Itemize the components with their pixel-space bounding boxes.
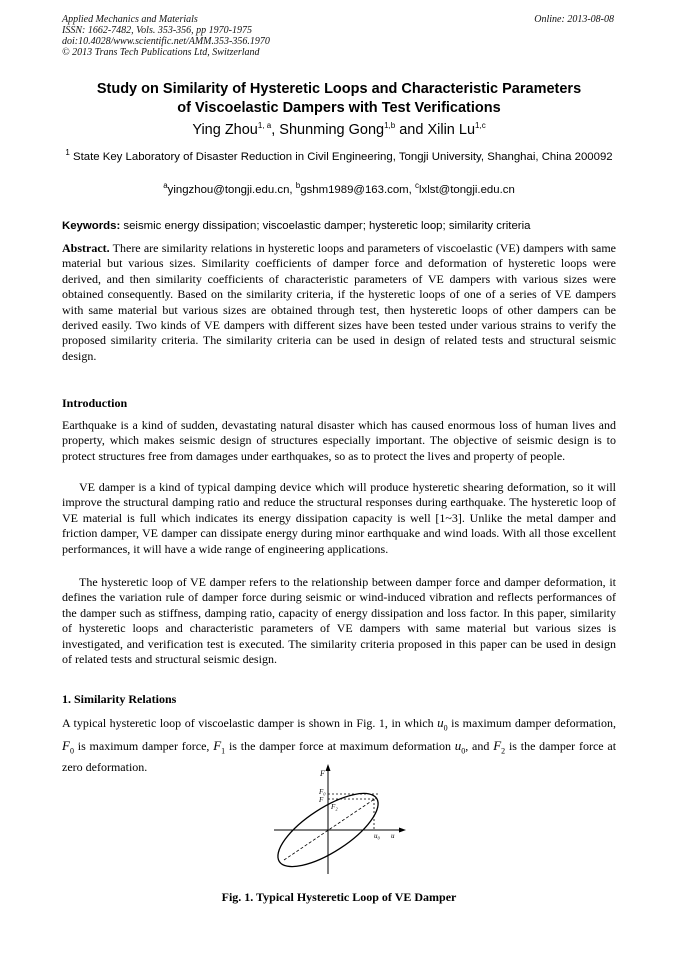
- s1-text: A typical hysteretic loop of viscoelastic damper is shown in Fig. 1, in which: [62, 716, 434, 730]
- symbol-F1: $F_1$: [213, 737, 226, 756]
- email-b[interactable]: gshm1989@163.com: [300, 184, 409, 196]
- deformation-axis-arrow: [399, 828, 406, 833]
- journal-copyright: © 2013 Trans Tech Publications Ltd, Switzerland: [62, 47, 260, 58]
- affiliation-text: State Key Laboratory of Disaster Reduction in Civil Engineering, Tongji University, Shanghai, China 200092: [72, 151, 613, 163]
- author-separator: and: [395, 122, 428, 138]
- author-1: Ying Zhou: [192, 122, 258, 138]
- s1-text: is the damper force at maximum deformation: [228, 738, 451, 753]
- introduction-heading: Introduction: [62, 396, 128, 410]
- symbol-F0: $F_0$: [62, 737, 74, 756]
- symbol-u0: $u_0$: [437, 715, 448, 733]
- abstract-text: There are similarity relations in hysteretic loops and parameters of viscoelastic (VE) dampers with same material but various sizes. Similarity coefficients of damper force and deformation of hysteretic loops were derived, and then similarity coefficients of characteristic parameters of VE dampers with various sizes were obtained consequently. Based on the similarity criteria, if the hysteretic loops of one of a series of VE dampers with same material but various sizes are obtained through test, then hysteretic loops of other dampers can be derived easily. Two kinds of VE dampers with different sizes have been tested under various strains to verify the proposed similarity criteria. The similarity criteria can be used in design of related tests and structural seismic design.: [62, 241, 616, 363]
- keywords-label: Keywords:: [62, 220, 121, 232]
- author-separator: ,: [271, 122, 280, 138]
- stiffness-line: [284, 798, 376, 860]
- abstract: [62, 241, 616, 364]
- label-F2: F₂: [331, 803, 338, 811]
- label-F0: F₀: [319, 788, 326, 796]
- hysteretic-loop-figure: [270, 762, 410, 882]
- label-F: F: [320, 769, 325, 778]
- label-u: u: [391, 832, 395, 840]
- author-2-affil: 1,b: [384, 121, 396, 131]
- abstract-label: Abstract.: [62, 241, 110, 255]
- s1-text: , and: [465, 738, 490, 753]
- intro-paragraph-3: The hysteretic loop of VE damper refers to the relationship between damper force and damper deformation, it defines the variation rule of damper force during seismic or wind-induced vibration and reflects performances of the damper such as stiffness, damping ratio, capacity of energy dissipation and loss factor. In this paper, similarity of hysteretic loops and characteristic parameters of VE dampers with same material but various sizes is investigated, and verification test is executed. The similarity criteria proposed in this paper can be used in design of related tests and structural seismic design.: [62, 575, 616, 667]
- title-line-1: Study on Similarity of Hysteretic Loops and Characteristic Parameters: [96, 81, 582, 97]
- journal-doi: doi:10.4028/www.scientific.net/AMM.353-356.1970: [62, 36, 270, 47]
- label-u0: u₀: [374, 832, 380, 840]
- keywords-text: seismic energy dissipation; viscoelastic damper; hysteretic loop; similarity criteria: [123, 220, 531, 232]
- author-1-affil: 1, a: [257, 121, 272, 131]
- title-line-2: of Viscoelastic Dampers with Test Verifications: [177, 100, 501, 116]
- email-c[interactable]: lxlst@tongji.edu.cn: [419, 184, 515, 196]
- author-3-affil: 1,c: [475, 121, 486, 131]
- online-date: Online: 2013-08-08: [534, 14, 614, 25]
- intro-paragraph-1: Earthquake is a kind of sudden, devastating natural disaster which has caused enormous loss of human lives and property, which makes seismic design of structures especially important. The objective of seismic design is to protect structures free from damages under earthquakes, so as to protect the lives and property of people.: [62, 418, 616, 463]
- journal-issn: ISSN: 1662-7482, Vols. 353-356, pp 1970-1975: [62, 25, 252, 36]
- s1-text: is the damper force at zero deformation.: [62, 738, 617, 775]
- section-1-heading: 1. Similarity Relations: [62, 692, 177, 706]
- author-list: [62, 122, 616, 138]
- label-F1: F: [319, 796, 324, 804]
- journal-header: [62, 14, 270, 58]
- author-2: Shunming Gong: [279, 122, 385, 138]
- s1-text: is maximum damper deformation,: [451, 716, 616, 730]
- email-a[interactable]: yingzhou@tongji.edu.cn: [167, 184, 290, 196]
- intro-paragraph-2: VE damper is a kind of typical damping device which will produce hysteretic shearing deformation, so it will improve the structural damping ratio and reduce the structural responses during earthquake. The hysteretic loop of VE material is full which indicates its energy dissipation capacity is well [1~3]. Unlike the metal damper and friction damper, VE damper can dissipate energy during minor earthquake and wind loads. With all those excellent performances, it will have a wide range of engineering applications.: [62, 480, 616, 556]
- keywords: [62, 220, 616, 232]
- force-axis-arrow: [326, 764, 331, 771]
- affiliation-marker: 1: [65, 148, 70, 158]
- symbol-F2: $F_2$: [493, 737, 506, 756]
- email-marker: b: [295, 181, 301, 191]
- figure-caption: Fig. 1. Typical Hysteretic Loop of VE Damper: [221, 890, 457, 904]
- author-3: Xilin Lu: [427, 122, 476, 138]
- author-emails: $^a$yingzhou@tongji.edu.cn, $^b$gshm1989@163.com, $^c$lxlst@tongji.edu.cn: [163, 181, 515, 196]
- paper-title: [62, 80, 616, 118]
- journal-name: Applied Mechanics and Materials: [62, 14, 198, 25]
- email-marker: c: [415, 181, 420, 191]
- email-marker: a: [163, 181, 168, 191]
- symbol-u0: $u_0$: [454, 737, 466, 756]
- s1-text: is maximum damper force,: [77, 738, 210, 753]
- affiliation: [62, 150, 616, 164]
